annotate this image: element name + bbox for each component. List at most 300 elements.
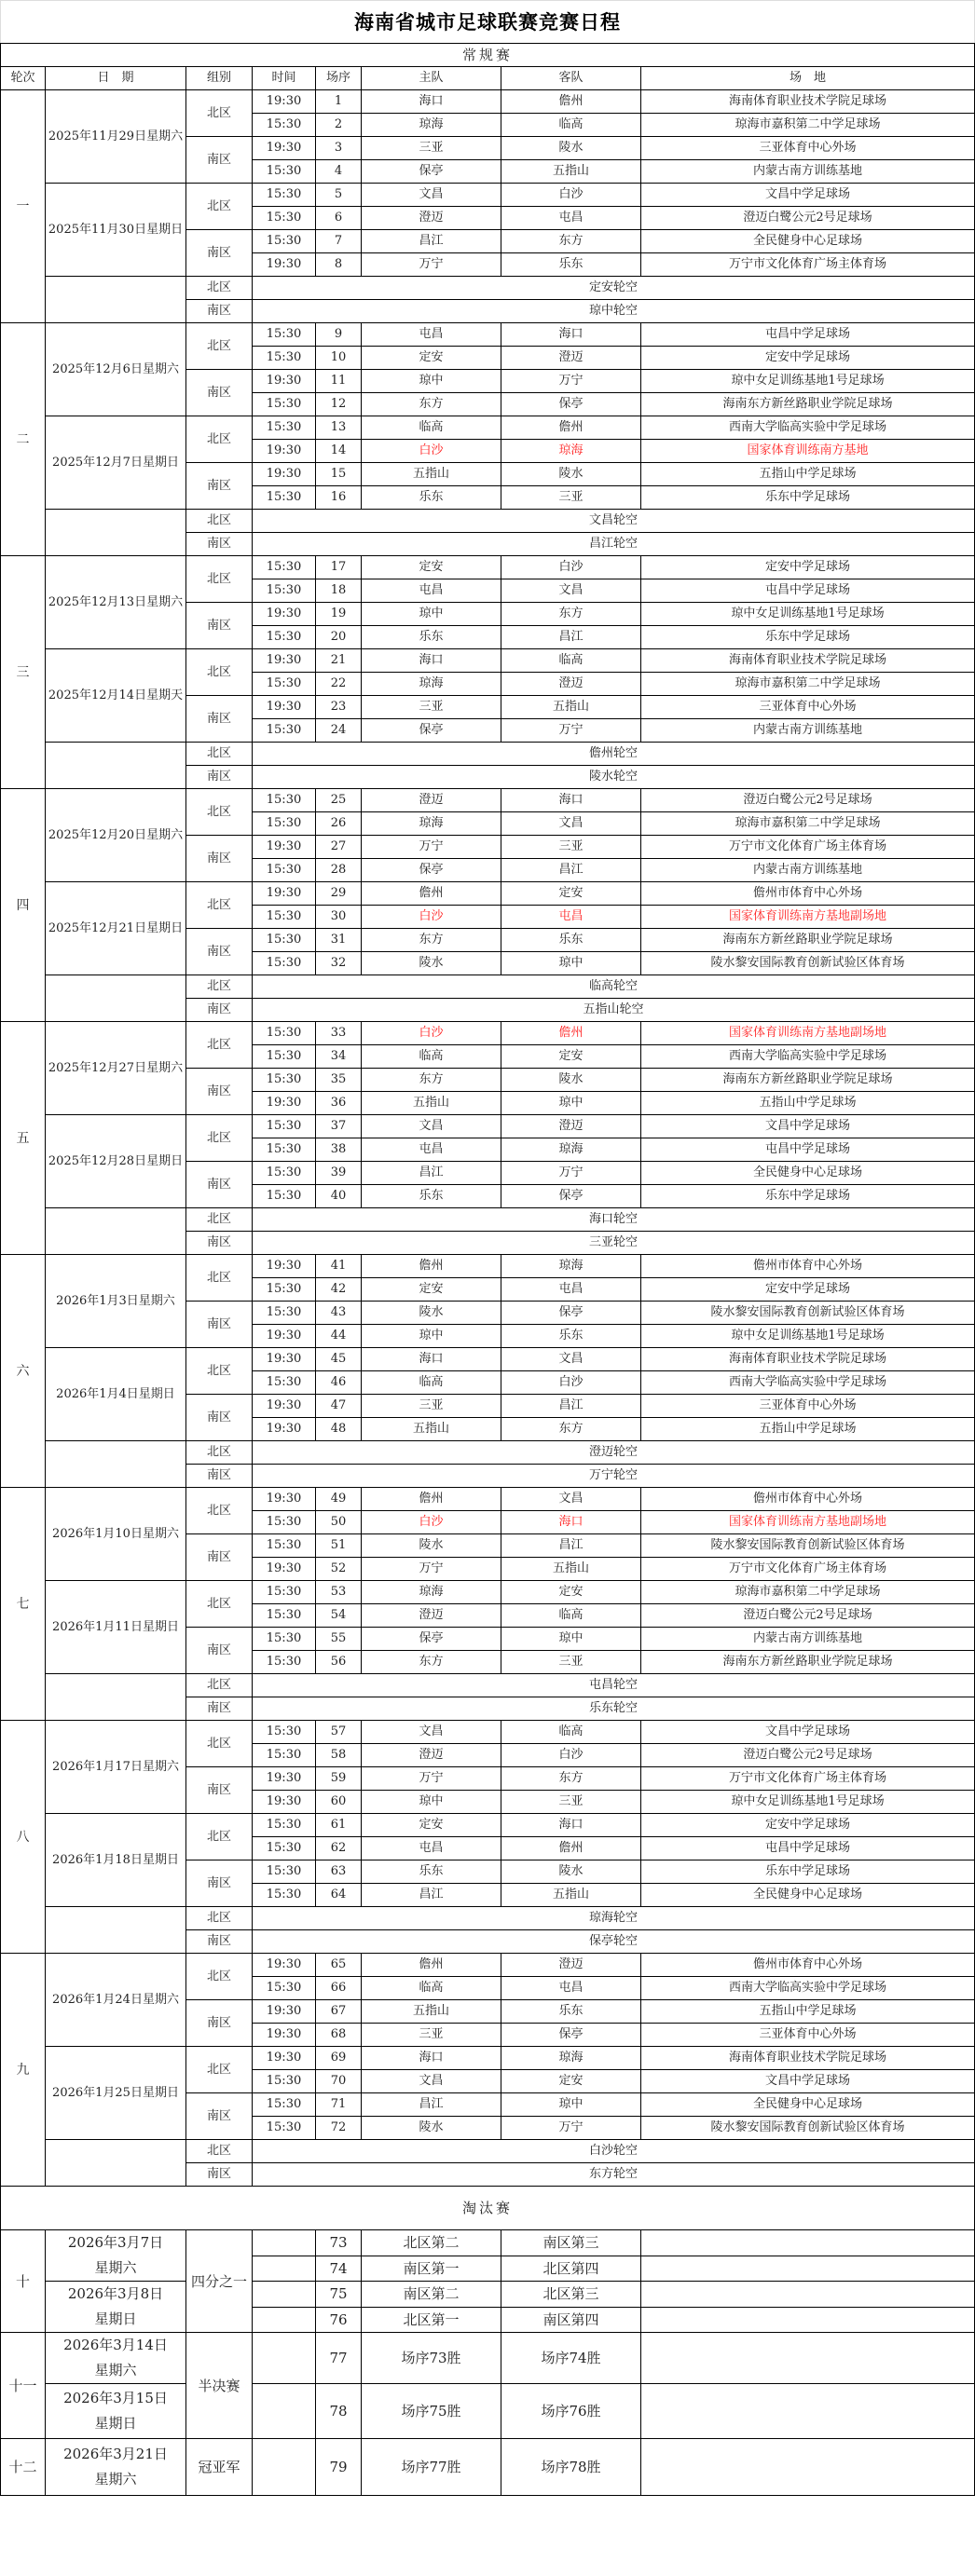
match-time: 15:30 — [253, 1115, 316, 1138]
knockout-match-row — [1, 2230, 975, 2256]
bye-date-empty — [46, 975, 186, 1022]
header-date: 日 期 — [46, 67, 186, 90]
match-row — [1, 1488, 975, 1511]
header-match-no: 场序 — [316, 67, 362, 90]
home-team: 琼海 — [362, 114, 501, 137]
match-date: 2025年12月13日星期六 — [46, 556, 186, 649]
home-team: 陵水 — [362, 2117, 501, 2140]
group-label: 南区 — [186, 1162, 253, 1208]
match-number: 42 — [316, 1278, 362, 1302]
match-time: 15:30 — [253, 626, 316, 649]
header-time: 时间 — [253, 67, 316, 90]
section-title-regular: 常规赛 — [1, 44, 975, 67]
away-team: 南区第四 — [501, 2307, 641, 2333]
group-label: 北区 — [186, 1488, 253, 1534]
match-row — [1, 1255, 975, 1278]
group-label: 南区 — [186, 836, 253, 882]
away-team: 陵水 — [501, 463, 641, 486]
venue: 西南大学临高实验中学足球场 — [641, 1045, 975, 1069]
group-label: 北区 — [186, 90, 253, 137]
match-number: 38 — [316, 1138, 362, 1162]
bye-text: 琼海轮空 — [253, 1907, 975, 1930]
match-time: 15:30 — [253, 1860, 316, 1884]
venue: 万宁市文化体育广场主体育场 — [641, 1767, 975, 1791]
match-number: 22 — [316, 673, 362, 696]
match-time — [253, 2256, 316, 2282]
bye-text: 琼中轮空 — [253, 300, 975, 323]
match-number: 43 — [316, 1302, 362, 1325]
match-time: 15:30 — [253, 1185, 316, 1208]
away-team: 儋州 — [501, 1837, 641, 1860]
match-date — [46, 2384, 186, 2439]
away-team: 屯昌 — [501, 906, 641, 929]
match-number: 71 — [316, 2093, 362, 2117]
match-number: 10 — [316, 347, 362, 370]
match-time: 15:30 — [253, 1511, 316, 1534]
home-team: 海口 — [362, 90, 501, 114]
group-label: 南区 — [186, 2000, 253, 2047]
match-number: 70 — [316, 2070, 362, 2093]
match-row — [1, 2047, 975, 2070]
home-team: 东方 — [362, 1069, 501, 1092]
venue: 文昌中学足球场 — [641, 2070, 975, 2093]
match-number: 53 — [316, 1581, 362, 1604]
match-row — [1, 1581, 975, 1604]
match-time — [253, 2333, 316, 2384]
match-number: 64 — [316, 1884, 362, 1907]
match-time: 19:30 — [253, 1348, 316, 1371]
home-team: 琼海 — [362, 1581, 501, 1604]
bye-date-empty — [46, 1674, 186, 1721]
match-number: 6 — [316, 207, 362, 230]
date-line: 2026年3月21日 — [63, 2446, 168, 2462]
away-team: 琼海 — [501, 1255, 641, 1278]
match-number: 46 — [316, 1371, 362, 1395]
venue: 乐东中学足球场 — [641, 626, 975, 649]
match-number: 74 — [316, 2256, 362, 2282]
venue: 琼中女足训练基地1号足球场 — [641, 1791, 975, 1814]
away-team: 乐东 — [501, 253, 641, 277]
header-home: 主队 — [362, 67, 501, 90]
venue — [641, 2384, 975, 2439]
away-team: 临高 — [501, 649, 641, 673]
venue: 儋州市体育中心外场 — [641, 1954, 975, 1977]
match-date: 2025年11月29日星期六 — [46, 90, 186, 184]
away-team: 东方 — [501, 1767, 641, 1791]
match-time: 19:30 — [253, 1488, 316, 1511]
match-row — [1, 1814, 975, 1837]
venue: 琼中女足训练基地1号足球场 — [641, 603, 975, 626]
match-time: 15:30 — [253, 2117, 316, 2140]
away-team: 乐东 — [501, 1325, 641, 1348]
match-row — [1, 1022, 975, 1045]
match-time: 15:30 — [253, 556, 316, 579]
match-number: 77 — [316, 2333, 362, 2384]
home-team: 保亭 — [362, 719, 501, 743]
home-team: 陵水 — [362, 1534, 501, 1558]
home-team: 三亚 — [362, 2024, 501, 2047]
venue: 屯昌中学足球场 — [641, 1138, 975, 1162]
home-team: 白沙 — [362, 440, 501, 463]
away-team: 万宁 — [501, 2117, 641, 2140]
group-label: 北区 — [186, 1581, 253, 1628]
match-time: 19:30 — [253, 1092, 316, 1115]
match-time: 19:30 — [253, 1791, 316, 1814]
match-row — [1, 649, 975, 673]
away-team: 万宁 — [501, 1162, 641, 1185]
home-team: 儋州 — [362, 882, 501, 906]
group-label: 北区 — [186, 510, 253, 533]
match-number: 50 — [316, 1511, 362, 1534]
match-number: 23 — [316, 696, 362, 719]
match-number: 58 — [316, 1744, 362, 1767]
venue: 文昌中学足球场 — [641, 1721, 975, 1744]
bye-date-empty — [46, 277, 186, 323]
match-time: 15:30 — [253, 859, 316, 882]
match-time: 15:30 — [253, 1138, 316, 1162]
date-line: 2026年3月7日 — [67, 2234, 164, 2251]
bye-text: 文昌轮空 — [253, 510, 975, 533]
match-time: 19:30 — [253, 649, 316, 673]
group-label: 南区 — [186, 603, 253, 649]
venue: 琼海市嘉积第二中学足球场 — [641, 673, 975, 696]
match-date: 2026年1月24日星期六 — [46, 1954, 186, 2047]
round-label: 十 — [1, 2230, 46, 2333]
home-team: 琼中 — [362, 370, 501, 393]
match-date: 2025年12月6日星期六 — [46, 323, 186, 416]
group-label: 北区 — [186, 1674, 253, 1697]
home-team: 昌江 — [362, 2093, 501, 2117]
venue: 海南体育职业技术学院足球场 — [641, 649, 975, 673]
bye-text: 乐东轮空 — [253, 1697, 975, 1721]
away-team: 昌江 — [501, 626, 641, 649]
home-team: 陵水 — [362, 1302, 501, 1325]
away-team: 场序76胜 — [501, 2384, 641, 2439]
home-team: 乐东 — [362, 626, 501, 649]
match-time: 15:30 — [253, 1721, 316, 1744]
home-team: 南区第一 — [362, 2256, 501, 2282]
group-label: 北区 — [186, 2140, 253, 2163]
match-number: 24 — [316, 719, 362, 743]
group-label: 北区 — [186, 789, 253, 836]
match-time: 19:30 — [253, 603, 316, 626]
away-team: 保亭 — [501, 1302, 641, 1325]
match-time: 15:30 — [253, 230, 316, 253]
venue: 陵水黎安国际教育创新试验区体育场 — [641, 952, 975, 975]
group-label: 南区 — [186, 2093, 253, 2140]
group-label: 南区 — [186, 1069, 253, 1115]
bye-text: 白沙轮空 — [253, 2140, 975, 2163]
round-label: 十一 — [1, 2333, 46, 2439]
match-number: 65 — [316, 1954, 362, 1977]
home-team: 北区第二 — [362, 2230, 501, 2256]
bye-row — [1, 1441, 975, 1465]
home-team: 保亭 — [362, 859, 501, 882]
match-time: 15:30 — [253, 1022, 316, 1045]
away-team: 昌江 — [501, 1395, 641, 1418]
match-number: 34 — [316, 1045, 362, 1069]
match-number: 5 — [316, 184, 362, 207]
home-team: 定安 — [362, 1814, 501, 1837]
match-time: 15:30 — [253, 812, 316, 836]
match-date: 2026年1月25日星期日 — [46, 2047, 186, 2140]
group-label: 南区 — [186, 230, 253, 277]
venue: 西南大学临高实验中学足球场 — [641, 416, 975, 440]
stage-label: 冠亚军 — [186, 2439, 253, 2496]
home-team: 保亭 — [362, 160, 501, 184]
group-label: 北区 — [186, 1255, 253, 1302]
match-row — [1, 1348, 975, 1371]
match-time: 19:30 — [253, 440, 316, 463]
home-team: 白沙 — [362, 1511, 501, 1534]
bye-text: 海口轮空 — [253, 1208, 975, 1232]
match-row — [1, 1954, 975, 1977]
match-number: 13 — [316, 416, 362, 440]
bye-text: 万宁轮空 — [253, 1465, 975, 1488]
match-date: 2025年12月27日星期六 — [46, 1022, 186, 1115]
venue: 五指山中学足球场 — [641, 1418, 975, 1441]
match-time: 15:30 — [253, 789, 316, 812]
home-team: 琼海 — [362, 673, 501, 696]
away-team: 三亚 — [501, 486, 641, 510]
match-time: 15:30 — [253, 1278, 316, 1302]
match-time: 15:30 — [253, 184, 316, 207]
home-team: 陵水 — [362, 952, 501, 975]
match-row — [1, 416, 975, 440]
match-number: 29 — [316, 882, 362, 906]
match-time: 19:30 — [253, 253, 316, 277]
home-team: 三亚 — [362, 696, 501, 719]
home-team: 澄迈 — [362, 1604, 501, 1628]
away-team: 文昌 — [501, 1348, 641, 1371]
match-time: 15:30 — [253, 1814, 316, 1837]
match-time: 15:30 — [253, 673, 316, 696]
group-label: 北区 — [186, 556, 253, 603]
match-time: 15:30 — [253, 1884, 316, 1907]
group-label: 南区 — [186, 1232, 253, 1255]
home-team: 万宁 — [362, 1767, 501, 1791]
venue: 琼中女足训练基地1号足球场 — [641, 370, 975, 393]
match-number: 1 — [316, 90, 362, 114]
round-label: 三 — [1, 556, 46, 789]
away-team: 澄迈 — [501, 673, 641, 696]
venue: 乐东中学足球场 — [641, 486, 975, 510]
group-label: 北区 — [186, 975, 253, 999]
away-team: 五指山 — [501, 160, 641, 184]
group-label: 南区 — [186, 300, 253, 323]
away-team: 文昌 — [501, 1488, 641, 1511]
match-number: 21 — [316, 649, 362, 673]
match-number: 28 — [316, 859, 362, 882]
match-number: 18 — [316, 579, 362, 603]
match-time: 15:30 — [253, 207, 316, 230]
home-team: 文昌 — [362, 1115, 501, 1138]
match-date — [46, 2439, 186, 2496]
match-time: 15:30 — [253, 1069, 316, 1092]
group-label: 北区 — [186, 1208, 253, 1232]
venue: 儋州市体育中心外场 — [641, 1488, 975, 1511]
match-number: 44 — [316, 1325, 362, 1348]
venue: 五指山中学足球场 — [641, 2000, 975, 2024]
group-label: 南区 — [186, 1860, 253, 1907]
section-title-knockout: 淘汰赛 — [1, 2187, 975, 2230]
home-team: 琼中 — [362, 1325, 501, 1348]
bye-date-empty — [46, 2140, 186, 2187]
round-label: 十二 — [1, 2439, 46, 2496]
away-team: 万宁 — [501, 370, 641, 393]
venue — [641, 2307, 975, 2333]
home-team: 五指山 — [362, 463, 501, 486]
match-time: 15:30 — [253, 906, 316, 929]
match-row — [1, 184, 975, 207]
home-team: 儋州 — [362, 1488, 501, 1511]
match-time: 19:30 — [253, 2024, 316, 2047]
home-team: 场序73胜 — [362, 2333, 501, 2384]
venue: 国家体育训练南方基地副场地 — [641, 1511, 975, 1534]
match-time — [253, 2384, 316, 2439]
venue: 定安中学足球场 — [641, 1814, 975, 1837]
venue: 全民健身中心足球场 — [641, 1162, 975, 1185]
bye-text: 三亚轮空 — [253, 1232, 975, 1255]
match-number: 47 — [316, 1395, 362, 1418]
match-number: 31 — [316, 929, 362, 952]
away-team: 万宁 — [501, 719, 641, 743]
match-date: 2026年1月17日星期六 — [46, 1721, 186, 1814]
home-team: 万宁 — [362, 836, 501, 859]
away-team: 儋州 — [501, 1022, 641, 1045]
group-label: 北区 — [186, 184, 253, 230]
venue: 全民健身中心足球场 — [641, 2093, 975, 2117]
match-time: 15:30 — [253, 1651, 316, 1674]
venue: 海南东方新丝路职业学院足球场 — [641, 929, 975, 952]
venue: 澄迈白鹭公元2号足球场 — [641, 207, 975, 230]
venue: 定安中学足球场 — [641, 556, 975, 579]
match-number: 49 — [316, 1488, 362, 1511]
bye-row — [1, 2140, 975, 2163]
match-time: 19:30 — [253, 1395, 316, 1418]
match-time: 19:30 — [253, 1767, 316, 1791]
venue — [641, 2282, 975, 2308]
match-number: 76 — [316, 2307, 362, 2333]
match-time: 15:30 — [253, 323, 316, 347]
match-time: 15:30 — [253, 1371, 316, 1395]
match-time: 15:30 — [253, 393, 316, 416]
away-team: 临高 — [501, 1721, 641, 1744]
match-time: 19:30 — [253, 882, 316, 906]
header-row — [1, 67, 975, 90]
match-time: 19:30 — [253, 90, 316, 114]
knockout-match-row — [1, 2282, 975, 2308]
match-time: 15:30 — [253, 1628, 316, 1651]
match-row — [1, 1115, 975, 1138]
date-line: 2026年3月8日 — [67, 2285, 164, 2302]
match-time: 15:30 — [253, 114, 316, 137]
venue: 屯昌中学足球场 — [641, 1837, 975, 1860]
home-team: 定安 — [362, 347, 501, 370]
round-label: 一 — [1, 90, 46, 323]
home-team: 海口 — [362, 1348, 501, 1371]
match-number: 17 — [316, 556, 362, 579]
weekday-line: 星期日 — [94, 2310, 137, 2327]
bye-row — [1, 1907, 975, 1930]
group-label: 北区 — [186, 882, 253, 929]
match-time — [253, 2439, 316, 2496]
group-label: 南区 — [186, 999, 253, 1022]
venue: 五指山中学足球场 — [641, 463, 975, 486]
home-team: 五指山 — [362, 1418, 501, 1441]
home-team: 万宁 — [362, 253, 501, 277]
match-row — [1, 1721, 975, 1744]
match-number: 2 — [316, 114, 362, 137]
venue: 三亚体育中心外场 — [641, 137, 975, 160]
match-time: 15:30 — [253, 1302, 316, 1325]
away-team: 白沙 — [501, 556, 641, 579]
bye-text: 保亭轮空 — [253, 1930, 975, 1954]
venue: 三亚体育中心外场 — [641, 1395, 975, 1418]
section-regular-row — [1, 44, 975, 67]
match-date: 2026年1月18日星期日 — [46, 1814, 186, 1907]
group-label: 南区 — [186, 1395, 253, 1441]
match-time: 19:30 — [253, 463, 316, 486]
home-team: 乐东 — [362, 1860, 501, 1884]
away-team: 儋州 — [501, 416, 641, 440]
match-number: 63 — [316, 1860, 362, 1884]
venue: 文昌中学足球场 — [641, 1115, 975, 1138]
match-number: 72 — [316, 2117, 362, 2140]
venue: 全民健身中心足球场 — [641, 230, 975, 253]
group-label: 南区 — [186, 1465, 253, 1488]
group-label: 北区 — [186, 2047, 253, 2093]
away-team: 保亭 — [501, 2024, 641, 2047]
group-label: 北区 — [186, 1348, 253, 1395]
away-team: 白沙 — [501, 1744, 641, 1767]
match-time: 19:30 — [253, 1954, 316, 1977]
match-number: 14 — [316, 440, 362, 463]
away-team: 白沙 — [501, 1371, 641, 1395]
home-team: 东方 — [362, 1651, 501, 1674]
group-label: 北区 — [186, 1115, 253, 1162]
away-team: 琼海 — [501, 440, 641, 463]
away-team: 陵水 — [501, 1069, 641, 1092]
match-row — [1, 882, 975, 906]
home-team: 临高 — [362, 1371, 501, 1395]
venue: 国家体育训练南方基地副场地 — [641, 1022, 975, 1045]
away-team: 三亚 — [501, 1791, 641, 1814]
away-team: 文昌 — [501, 812, 641, 836]
group-label: 北区 — [186, 277, 253, 300]
away-team: 场序78胜 — [501, 2439, 641, 2496]
venue: 万宁市文化体育广场主体育场 — [641, 836, 975, 859]
match-time: 15:30 — [253, 2093, 316, 2117]
home-team: 临高 — [362, 1977, 501, 2000]
bye-date-empty — [46, 510, 186, 556]
match-number: 57 — [316, 1721, 362, 1744]
match-time: 15:30 — [253, 1744, 316, 1767]
away-team: 琼中 — [501, 1628, 641, 1651]
home-team: 琼中 — [362, 603, 501, 626]
venue: 屯昌中学足球场 — [641, 323, 975, 347]
group-label: 南区 — [186, 2163, 253, 2187]
stage-label: 半决赛 — [186, 2333, 253, 2439]
away-team: 琼中 — [501, 2093, 641, 2117]
bye-text: 澄迈轮空 — [253, 1441, 975, 1465]
away-team: 南区第三 — [501, 2230, 641, 2256]
venue: 屯昌中学足球场 — [641, 579, 975, 603]
match-number: 75 — [316, 2282, 362, 2308]
home-team: 北区第一 — [362, 2307, 501, 2333]
match-time: 19:30 — [253, 2000, 316, 2024]
round-label: 六 — [1, 1255, 46, 1488]
